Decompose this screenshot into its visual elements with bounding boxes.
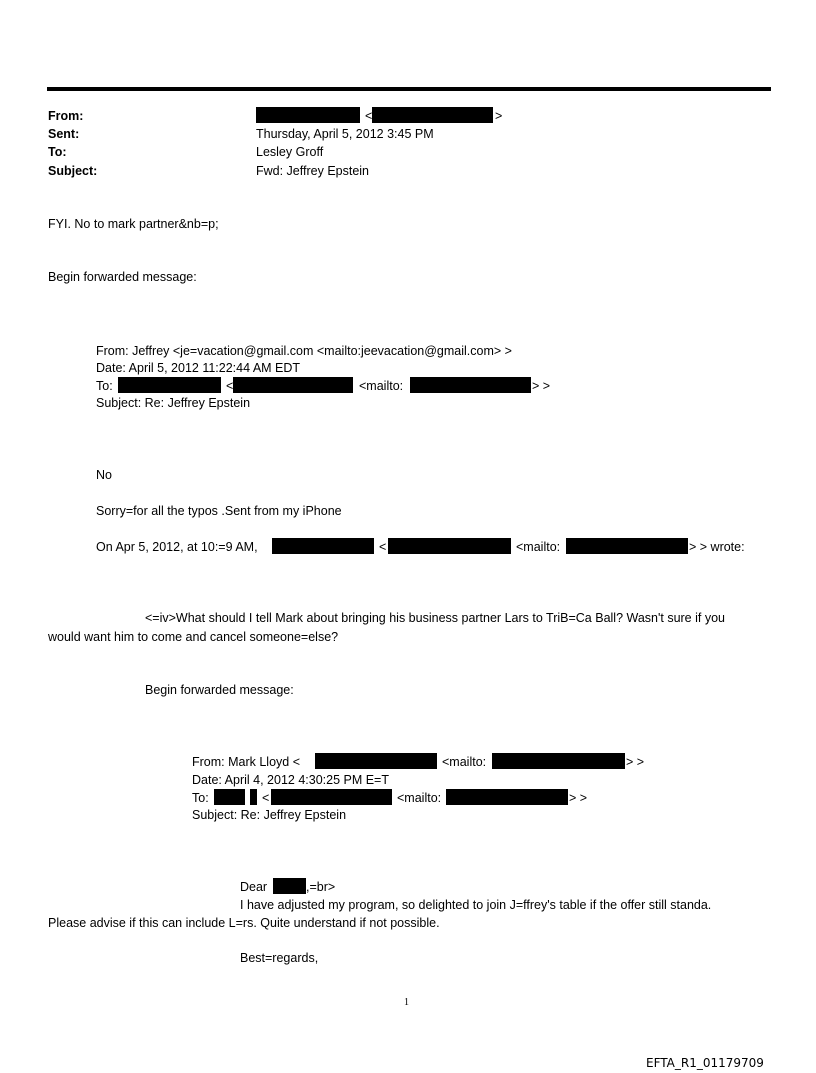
to-label: To: (48, 145, 67, 159)
sent-label: Sent: (48, 127, 80, 141)
redaction-block (446, 789, 568, 805)
redaction-block (250, 789, 257, 805)
fwd2-to-lt: < (262, 791, 270, 805)
begin-forwarded-1: Begin forwarded message: (48, 270, 197, 284)
on-line-prefix: On Apr 5, 2012, at 10:=9 AM, (96, 540, 258, 554)
subject-value: Fwd: Jeffrey Epstein (256, 164, 370, 178)
redaction-block (256, 107, 360, 123)
on-line-lt: < (379, 540, 387, 554)
fwd1-date: Date: April 5, 2012 11:22:44 AM EDT (96, 361, 301, 375)
fwd1-to-mailto: <mailto: (359, 379, 404, 393)
from-lt: < (365, 109, 373, 123)
redaction-block (233, 377, 353, 393)
fwd2-from-mailto: <mailto: (442, 755, 487, 769)
subject-label: Subject: (48, 164, 98, 178)
closing: Best=regards, (240, 951, 319, 965)
redaction-block (272, 538, 374, 554)
sorry-line: Sorry=for all the typos .Sent from my iPhone (96, 504, 342, 518)
header-rule (47, 87, 771, 91)
from-gt: > (495, 109, 503, 123)
question-line-2: would want him to come and cancel someone=else? (48, 630, 339, 644)
fwd1-to-end: > > (532, 379, 551, 393)
redaction-block (273, 878, 306, 894)
msg-line-2: Please advise if this can include L=rs. Quite understand if not possible. (48, 916, 440, 930)
on-line-end: > > wrote: (689, 540, 745, 554)
fwd1-subject: Subject: Re: Jeffrey Epstein (96, 396, 251, 410)
fwd1-from: From: Jeffrey <je=vacation@gmail.com <mailto:jeevacation@gmail.com> > (96, 344, 512, 358)
reply-no: No (96, 468, 112, 482)
fwd2-to-end: > > (569, 791, 588, 805)
page-number: 1 (404, 997, 409, 1008)
msg-line-1: I have adjusted my program, so delighted to join J=ffrey's table if the offer still standa. (240, 898, 712, 912)
dear-prefix: Dear (240, 880, 268, 894)
on-line-mailto: <mailto: (516, 540, 561, 554)
redaction-block (372, 107, 493, 123)
fwd1-to-prefix: To: (96, 379, 113, 393)
redaction-block (492, 753, 625, 769)
fwd1-to-lt: < (226, 379, 234, 393)
to-value: Lesley Groff (256, 145, 324, 159)
dear-suffix: ,=br> (306, 880, 336, 894)
redaction-block (410, 377, 531, 393)
fyi-line: FYI. No to mark partner&nb=p; (48, 217, 219, 231)
from-label: From: (48, 109, 84, 123)
fwd2-from-prefix: From: Mark Lloyd < (192, 755, 301, 769)
fwd2-date: Date: April 4, 2012 4:30:25 PM E=T (192, 773, 389, 787)
sent-value: Thursday, April 5, 2012 3:45 PM (256, 127, 434, 141)
begin-forwarded-2: Begin forwarded message: (145, 683, 294, 697)
redaction-block (118, 377, 221, 393)
fwd2-to-prefix: To: (192, 791, 209, 805)
fwd2-subject: Subject: Re: Jeffrey Epstein (192, 808, 347, 822)
redaction-block (315, 753, 437, 769)
redaction-block (271, 789, 392, 805)
redaction-block (566, 538, 688, 554)
bates-number: EFTA_R1_01179709 (646, 1056, 764, 1070)
question-line-1: <=iv>What should I tell Mark about bringing his business partner Lars to TriB=Ca Ball? Wasn't sure if you (145, 611, 725, 625)
fwd2-to-mailto: <mailto: (397, 791, 442, 805)
fwd2-from-end: > > (626, 755, 645, 769)
redaction-block (388, 538, 511, 554)
redaction-block (214, 789, 245, 805)
